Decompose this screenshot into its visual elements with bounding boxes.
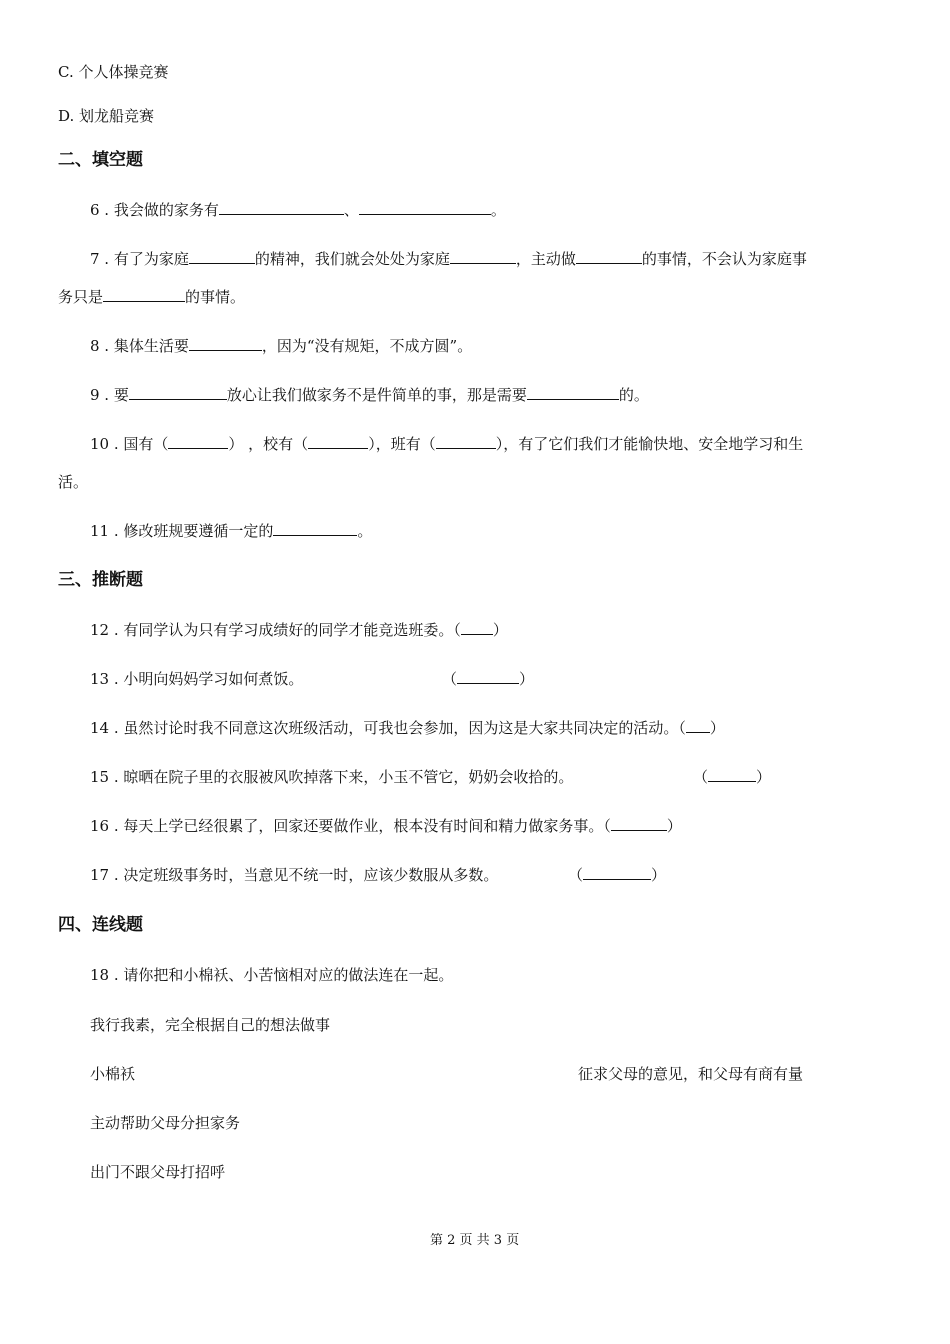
option-d: D. 划龙船竞赛 xyxy=(58,107,155,125)
question-10-cont: 活。 xyxy=(58,473,89,491)
answer-blank[interactable] xyxy=(708,767,756,782)
question-6: 6 . 我会做的家务有 、 。 xyxy=(90,201,506,219)
answer-blank[interactable] xyxy=(308,434,368,449)
question-12: 12 . 有同学认为只有学习成绩好的同学才能竞选班委。（ ） xyxy=(90,621,508,639)
answer-blank[interactable] xyxy=(611,816,667,831)
answer-blank[interactable] xyxy=(168,434,228,449)
match-left-item[interactable]: 小棉袄 xyxy=(90,1065,136,1083)
section-title-fill-blank: 二、填空题 xyxy=(58,150,143,170)
answer-blank[interactable] xyxy=(436,434,496,449)
answer-blank[interactable] xyxy=(527,385,619,400)
match-right-item[interactable]: 征求父母的意见，和父母有商有量 xyxy=(578,1065,804,1083)
match-left-item[interactable]: 主动帮助父母分担家务 xyxy=(90,1114,241,1132)
question-9: 9 . 要 放心让我们做家务不是件简单的事，那是需要 的。 xyxy=(90,386,649,404)
answer-blank[interactable] xyxy=(359,200,491,215)
question-16: 16 . 每天上学已经很累了，回家还要做作业，根本没有时间和精力做家务事。（ ） xyxy=(90,817,682,835)
answer-blank[interactable] xyxy=(583,865,651,880)
answer-blank[interactable] xyxy=(686,718,710,733)
answer-blank[interactable] xyxy=(461,620,493,635)
answer-blank[interactable] xyxy=(450,249,516,264)
answer-blank[interactable] xyxy=(219,200,344,215)
answer-blank[interactable] xyxy=(576,249,642,264)
question-17-answer: （ ） xyxy=(568,866,667,884)
option-c: C. 个人体操竞赛 xyxy=(58,63,169,81)
question-13-answer: （ ） xyxy=(442,670,535,688)
answer-blank[interactable] xyxy=(103,287,185,302)
match-left-item[interactable]: 出门不跟父母打招呼 xyxy=(90,1163,226,1181)
section-title-judgment: 三、推断题 xyxy=(58,570,143,590)
match-left-item[interactable]: 我行我素，完全根据自己的想法做事 xyxy=(90,1016,331,1034)
answer-blank[interactable] xyxy=(129,385,227,400)
answer-blank[interactable] xyxy=(273,521,357,536)
question-17: 17 . 决定班级事务时，当意见不统一时，应该少数服从多数。 xyxy=(90,866,499,884)
question-8: 8 . 集体生活要 ，因为“没有规矩，不成方圆”。 xyxy=(90,337,473,355)
question-11: 11 . 修改班规要遵循一定的 。 xyxy=(90,522,373,540)
question-15: 15 . 晾晒在院子里的衣服被风吹掉落下来，小玉不管它，奶奶会收拾的。 xyxy=(90,768,574,786)
question-7-cont: 务只是 的事情。 xyxy=(58,288,246,306)
question-15-answer: （ ） xyxy=(693,768,772,786)
answer-blank[interactable] xyxy=(457,669,519,684)
answer-blank[interactable] xyxy=(189,249,255,264)
question-10: 10 . 国有（ ） ，校有（ ），班有（ ），有了它们我们才能愉快地、安全地学习和生 xyxy=(90,435,804,453)
section-title-matching: 四、连线题 xyxy=(58,915,143,935)
question-14: 14 . 虽然讨论时我不同意这次班级活动，可我也会参加，因为这是大家共同决定的活动。（ ） xyxy=(90,719,725,737)
question-18: 18 . 请你把和小棉袄、小苦恼相对应的做法连在一起。 xyxy=(90,966,454,984)
question-13: 13 . 小明向妈妈学习如何煮饭。 xyxy=(90,670,304,688)
question-7: 7 . 有了为家庭 的精神，我们就会处处为家庭 ，主动做 的事情，不会认为家庭事 xyxy=(90,250,807,268)
page-footer: 第 2 页 共 3 页 xyxy=(430,1233,520,1248)
answer-blank[interactable] xyxy=(189,336,262,351)
